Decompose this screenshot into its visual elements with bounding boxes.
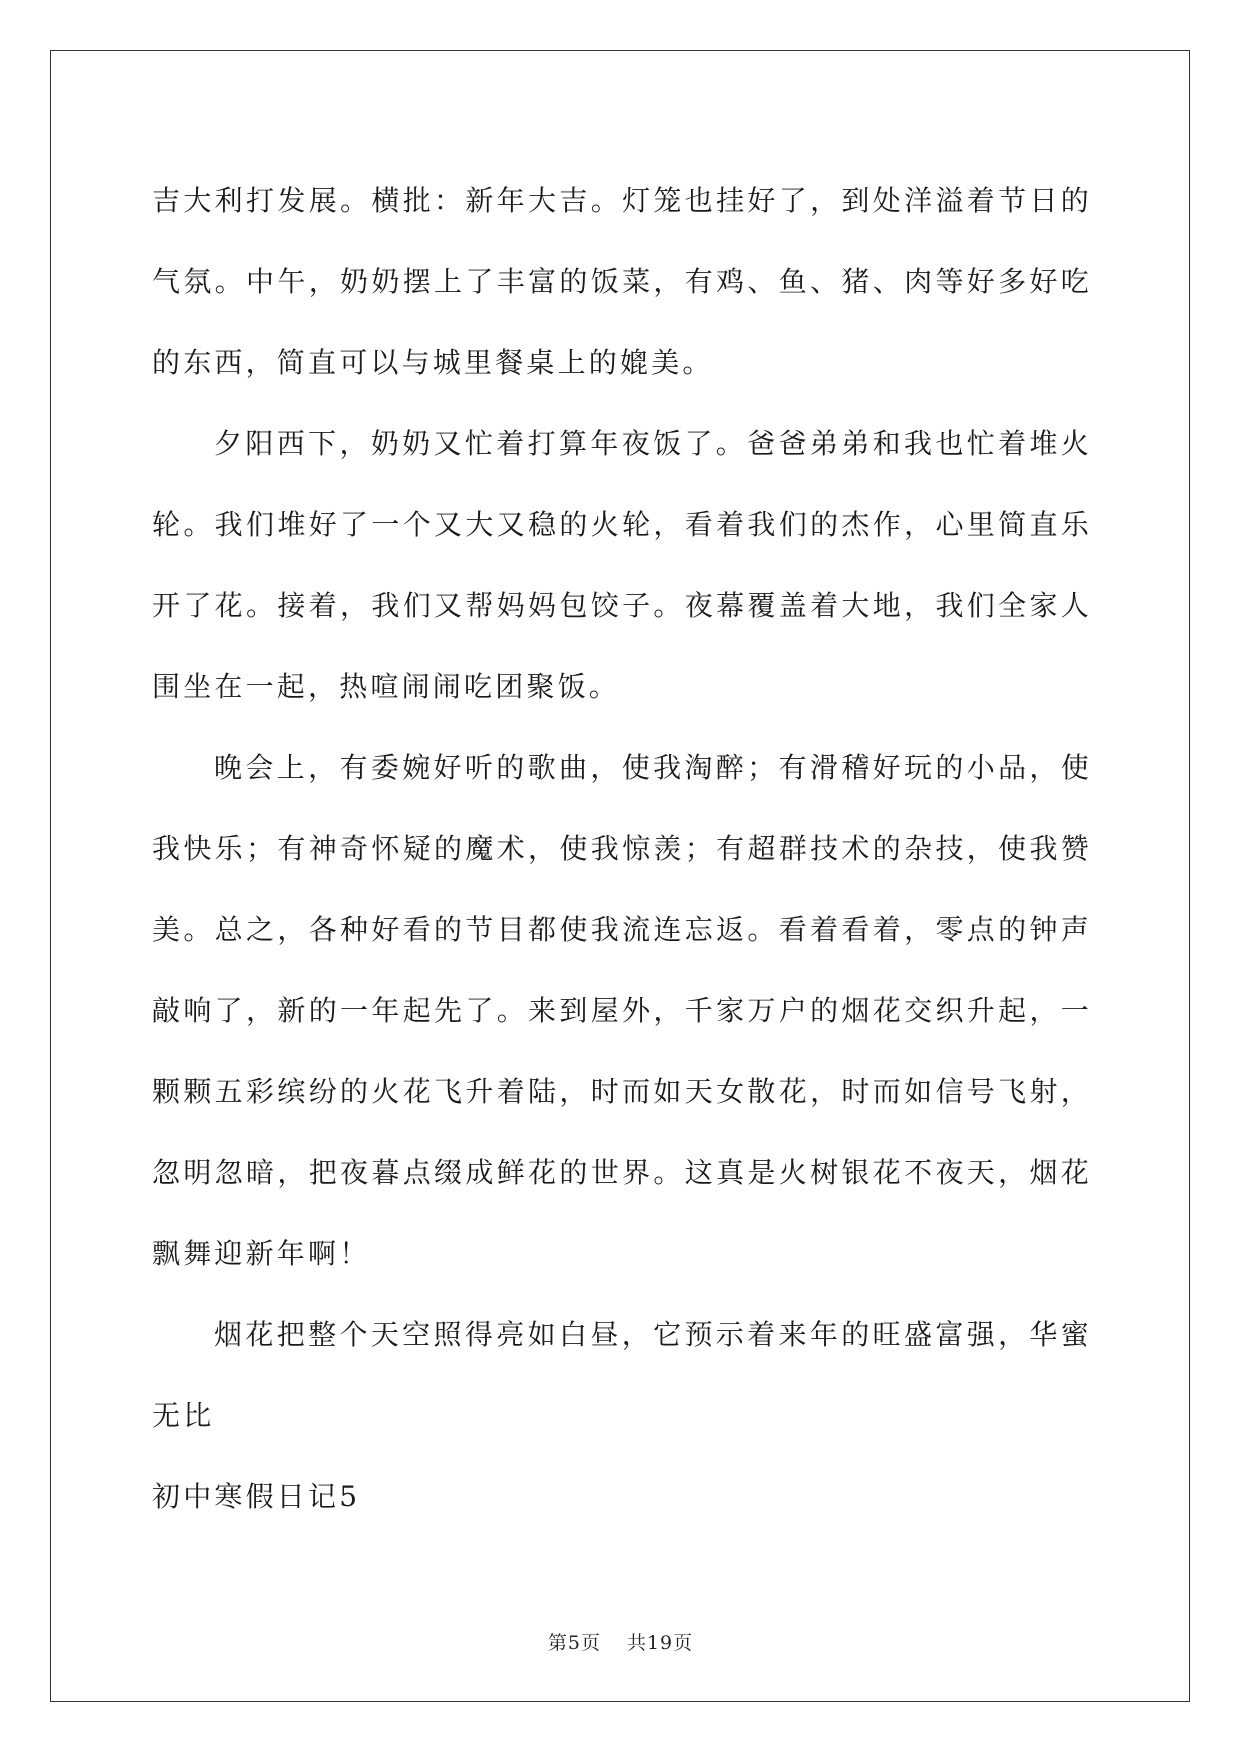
paragraph-4 (152, 1294, 1092, 1456)
text-line: 颗颗五彩缤纷的火花飞升着陆，时而如天女散花，时而如信号飞射， (152, 1075, 1092, 1108)
text-line: 忽明忽暗，把夜暮点缀成鲜花的世界。这真是火树银花不夜天，烟花 (152, 1156, 1092, 1189)
page-number: 第5页 (547, 1632, 601, 1654)
text-line: 的东西，简直可以与城里餐桌上的媲美。 (152, 346, 714, 379)
text-line: 开了花。接着，我们又帮妈妈包饺子。夜幕覆盖着大地，我们全家人 (152, 589, 1092, 622)
text-line: 烟花把整个天空照得亮如白昼，它预示着来年的旺盛富强，华蜜 (214, 1318, 1092, 1351)
text-line: 我快乐；有神奇怀疑的魔术，使我惊羡；有超群技术的杂技，使我赞 (152, 832, 1092, 865)
text-line: 飘舞迎新年啊！ (152, 1237, 371, 1270)
document-body (152, 160, 1092, 1537)
text-line: 夕阳西下，奶奶又忙着打算年夜饭了。爸爸弟弟和我也忙着堆火 (214, 427, 1092, 460)
paragraph-2 (152, 403, 1092, 727)
paragraph-3 (152, 727, 1092, 1294)
text-line: 吉大利打发展。横批：新年大吉。灯笼也挂好了，到处洋溢着节日的 (152, 184, 1092, 217)
text-line: 晚会上，有委婉好听的歌曲，使我淘醉；有滑稽好玩的小品，使 (214, 751, 1092, 784)
text-line: 美。总之，各种好看的节目都使我流连忘返。看着看着，零点的钟声 (152, 913, 1092, 946)
text-line: 无比 (152, 1399, 215, 1432)
text-line: 轮。我们堆好了一个又大又稳的火轮，看着我们的杰作，心里简直乐 (152, 508, 1092, 541)
page-footer (0, 1628, 1241, 1655)
text-line: 围坐在一起，热喧闹闹吃团聚饭。 (152, 670, 621, 703)
text-line: 敲响了，新的一年起先了。来到屋外，千家万户的烟花交织升起，一 (152, 994, 1092, 1027)
text-line: 气氛。中午，奶奶摆上了丰富的饭菜，有鸡、鱼、猪、肉等好多好吃 (152, 265, 1092, 298)
page-total: 共19页 (626, 1632, 694, 1654)
section-heading: 初中寒假日记5 (152, 1480, 361, 1513)
paragraph-1 (152, 160, 1092, 403)
